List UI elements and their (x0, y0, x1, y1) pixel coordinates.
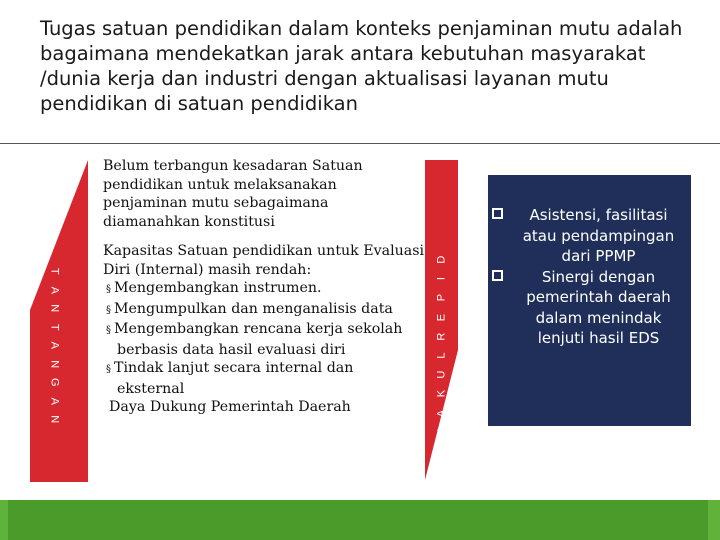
arrow-letter: N (435, 428, 448, 437)
checkbox-icon (492, 208, 503, 219)
arrow-letter: N (48, 415, 61, 424)
left-arrow-label (44, 262, 64, 429)
arrow-letter: A (48, 341, 61, 349)
arrow-letter: I (435, 277, 448, 281)
checkbox-icon (492, 270, 503, 281)
recommendation-text: Asistensi, fasilitasi atau pendampingan dari PPMP (522, 206, 675, 265)
bullet-list (95, 279, 425, 398)
bullet-icon: § (106, 364, 111, 375)
bullet-text: Mengembangkan rencana kerja sekolah berbasis data hasil evaluasi diri (114, 321, 403, 358)
arrow-letter: A (48, 286, 61, 294)
arrow-letter: E (435, 313, 448, 321)
arrow-letter: T (48, 267, 61, 275)
arrow-letter: P (435, 294, 448, 302)
bullet-icon: § (106, 325, 111, 336)
middle-text-block (95, 157, 425, 417)
arrow-letter: R (435, 332, 448, 341)
arrow-letter: N (48, 359, 61, 368)
recommendation-box (488, 175, 691, 426)
paragraph-kapasitas: Kapasitas Satuan pendidikan untuk Evaluasi Diri (Internal) masih rendah: (103, 243, 425, 278)
arrow-letter: A (435, 409, 448, 417)
recommendation-item (488, 267, 685, 349)
arrow-letter: K (435, 390, 448, 398)
recommendation-text: Sinergi dengan pemerintah daerah dalam menindak lenjuti hasil EDS (526, 267, 671, 347)
footer-bar-segment (708, 500, 720, 540)
arrow-letter: G (48, 377, 61, 387)
bullet-text: Mengembangkan instrumen. (114, 280, 322, 296)
bullet-item (95, 320, 425, 359)
bullet-icon: § (106, 284, 111, 295)
right-arrow-label (432, 250, 452, 442)
arrow-letter: U (435, 370, 448, 379)
arrow-letter: T (48, 323, 61, 331)
footer-bar-segment (0, 500, 8, 540)
paragraph-daya-dukung: Daya Dukung Pemerintah Daerah (109, 399, 351, 415)
arrow-letter: D (435, 255, 448, 264)
bullet-item (95, 359, 425, 398)
bullet-text: Tindak lanjut secara internal dan eksternal (114, 360, 354, 397)
page-title: Tugas satuan pendidikan dalam konteks penjaminan mutu adalah bagaimana mendekatkan jarak antara kebutuhan masyarakat /dunia kerja dan industri dengan aktualisasi layanan mutu pendidikan di satuan pendidikan (40, 17, 683, 115)
arrow-letter: N (48, 304, 61, 313)
bullet-icon: § (106, 304, 111, 316)
arrow-letter: A (48, 397, 61, 405)
footer-bar (0, 500, 720, 540)
bullet-text: Mengumpulkan dan menganalisis data (114, 300, 393, 317)
paragraph-kesadaran: Belum terbangun kesadaran Satuan pendidikan untuk melaksanakan penjaminan mutu sebagaimana diamanahkan konstitusi (103, 158, 363, 230)
bullet-item (95, 279, 425, 300)
arrow-letter: L (435, 352, 448, 359)
bullet-item (95, 300, 425, 321)
recommendation-item (488, 205, 685, 267)
